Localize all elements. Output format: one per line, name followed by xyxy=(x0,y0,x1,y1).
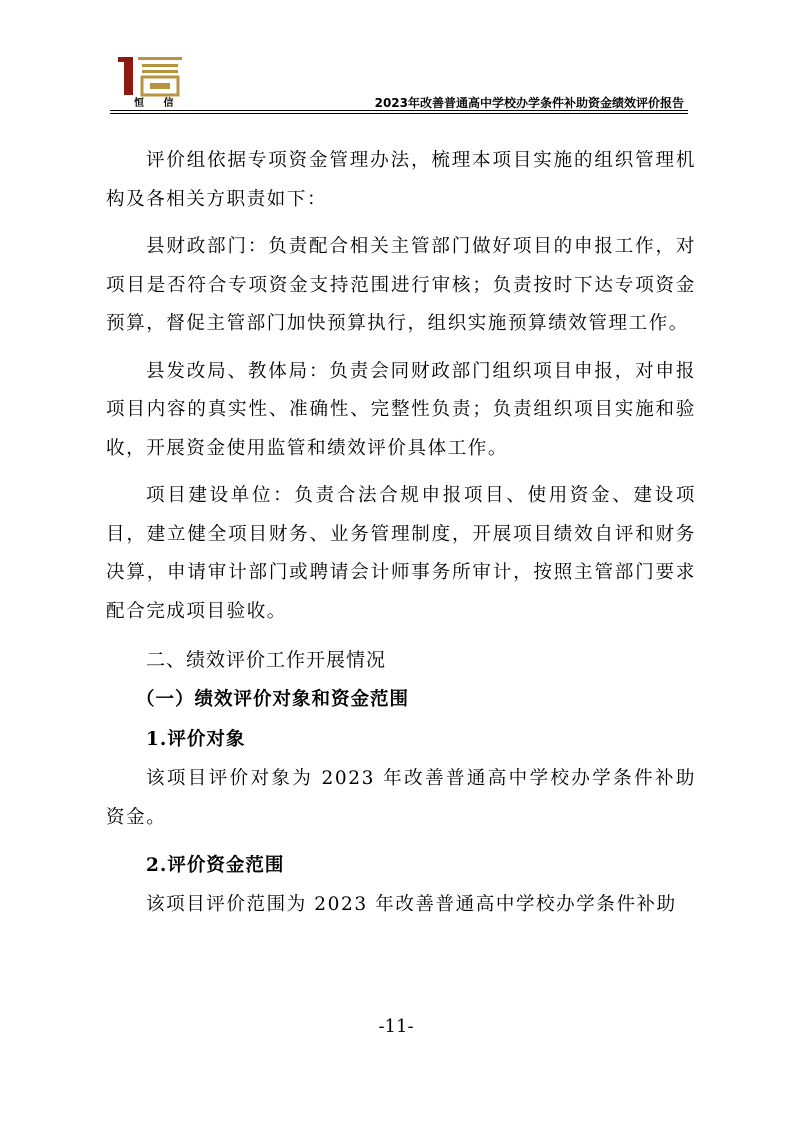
page-number: -11- xyxy=(378,1016,414,1037)
paragraph-intro: 评价组依据专项资金管理办法，梳理本项目实施的组织管理机构及各相关方职责如下： xyxy=(106,150,696,210)
header-divider xyxy=(110,110,688,111)
logo-icon xyxy=(116,54,186,98)
paragraph-evaluation-object: 该项目评价对象为 2023 年改善普通高中学校办学条件补助资金。 xyxy=(106,768,696,828)
paragraph-education-dept: 县发改局、教体局：负责会同财政部门组织项目申报，对申报项目内容的真实性、准确性、完整性负责；负责组织项目实施和验收，开展资金使用监管和绩效评价具体工作。 xyxy=(106,360,696,459)
header-divider-thin xyxy=(110,113,688,114)
paragraph-finance-dept: 县财政部门：负责配合相关主管部门做好项目的申报工作，对项目是否符合专项资金支持范围进行审核；负责按时下达专项资金预算，督促主管部门加快预算执行，组织实施预算绩效管理工作。 xyxy=(106,236,696,334)
item-heading-object: 1.评价对象 xyxy=(146,729,246,750)
paragraph-evaluation-scope: 该项目评价范围为 2023 年改善普通高中学校办学条件补助 xyxy=(146,894,677,915)
section-heading: 二、绩效评价工作开展情况 xyxy=(146,649,387,671)
page-header xyxy=(110,52,688,108)
item-heading-scope: 2.评价资金范围 xyxy=(146,855,285,876)
subsection-heading: （一）绩效评价对象和资金范围 xyxy=(136,689,410,710)
logo-text: 恒 信 xyxy=(134,98,182,109)
paragraph-construction-unit: 项目建设单位：负责合法合规申报项目、使用资金、建设项目，建立健全项目财务、业务管理制度，开展项目绩效自评和财务决算，申请审计部门或聘请会计师事务所审计，按照主管部门要求配合完成项目验收。 xyxy=(106,485,696,622)
company-logo xyxy=(116,54,186,109)
document-body xyxy=(106,142,696,925)
header-title: 2023年改善普通高中学校办学条件补助资金绩效评价报告 xyxy=(374,96,684,110)
